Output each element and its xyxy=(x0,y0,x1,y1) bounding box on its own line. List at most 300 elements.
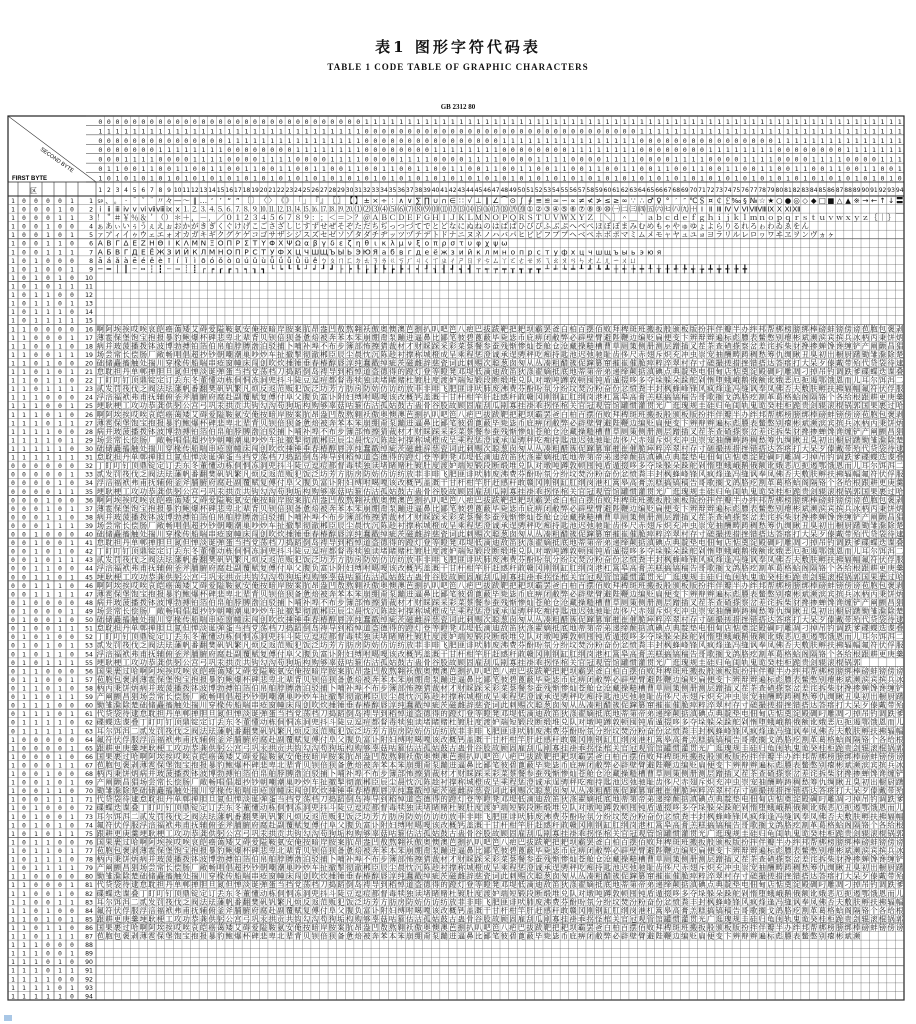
code-cell: 创 xyxy=(260,530,267,539)
code-cell: 淡 xyxy=(200,538,208,547)
row-bit: 0 xyxy=(58,566,62,573)
row-bit: 0 xyxy=(22,318,26,325)
code-cell: 氟 xyxy=(862,384,870,393)
code-cell: 呈 xyxy=(449,350,456,359)
code-cell: 垢 xyxy=(294,487,302,496)
header-bit: 0 xyxy=(674,165,678,173)
code-cell: 冲 xyxy=(681,521,689,530)
row-bit: 0 xyxy=(11,574,15,581)
code-cell: ā xyxy=(98,256,103,265)
row-bit: 1 xyxy=(70,318,74,325)
code-cell: 报 xyxy=(157,333,164,342)
header-bit: 0 xyxy=(159,156,163,164)
code-cell: 龚 xyxy=(157,401,165,410)
code-cell: 滁 xyxy=(879,435,887,444)
code-cell: 磅 xyxy=(819,324,827,333)
code-cell: 蚌 xyxy=(827,581,835,590)
code-cell: 贯 xyxy=(647,572,655,581)
code-cell: 慈 xyxy=(432,358,440,367)
code-cell: 办 xyxy=(741,324,749,333)
code-cell: 废 xyxy=(492,555,500,564)
code-cell: 鼻 xyxy=(423,589,431,598)
code-cell: 帝 xyxy=(595,538,603,547)
code-cell: ┺ xyxy=(597,264,602,273)
code-cell: 宫 xyxy=(191,487,199,496)
code-cell: 府 xyxy=(208,564,216,573)
code-cell: 断 xyxy=(492,376,500,385)
code-cell: 充 xyxy=(673,521,681,530)
code-cell: 焙 xyxy=(311,504,319,513)
code-cell: 忿 xyxy=(621,384,629,393)
code-cell: 蔼 xyxy=(174,581,182,590)
code-cell: ご xyxy=(260,222,267,231)
code-cell: 渡 xyxy=(440,461,448,470)
row-bit: 0 xyxy=(58,232,62,239)
code-cell: 赣 xyxy=(526,478,534,487)
code-cell: ┶ xyxy=(561,264,567,273)
row-bit: 1 xyxy=(58,249,62,256)
code-cell: 辨 xyxy=(690,504,698,513)
code-cell: 槽 xyxy=(595,427,603,436)
header-bit: 1 xyxy=(253,165,257,173)
code-cell: 倍 xyxy=(277,418,285,427)
code-cell: 磁 xyxy=(406,530,414,539)
code-cell: ㄗ xyxy=(475,256,482,265)
code-cell: 讹 xyxy=(767,376,775,385)
header-bit: 0 xyxy=(253,118,257,126)
code-cell: 操 xyxy=(578,427,586,436)
code-cell: 蹦 xyxy=(397,333,405,342)
code-cell: 呈 xyxy=(449,435,456,444)
header-bit: 0 xyxy=(786,156,790,164)
code-cell: 查 xyxy=(715,512,723,521)
code-cell: 敖 xyxy=(337,495,345,504)
header-bit: 1 xyxy=(631,165,635,173)
code-cell: 半 xyxy=(733,495,741,504)
code-cell: 腹 xyxy=(303,564,311,573)
code-cell: 淳 xyxy=(346,530,354,539)
code-cell: 爹 xyxy=(853,453,861,462)
header-bit: 0 xyxy=(511,165,515,173)
header-bit: 1 xyxy=(700,165,704,173)
code-cell: “ xyxy=(227,196,231,205)
code-cell: 醋 xyxy=(561,530,569,539)
code-cell: 丢 xyxy=(174,376,182,385)
header-bit: 0 xyxy=(442,137,446,145)
header-bit: 0 xyxy=(666,137,670,145)
code-cell: 臂 xyxy=(595,333,603,342)
code-cell: 俄 xyxy=(750,376,758,385)
code-cell: ニ xyxy=(458,230,465,239)
header-bit: 1 xyxy=(279,137,283,145)
code-cell: 鄂 xyxy=(819,461,827,470)
code-cell: 孵 xyxy=(819,555,827,564)
header-bit: 1 xyxy=(485,118,489,126)
code-cell: 掇 xyxy=(621,547,629,556)
code-cell: 浮 xyxy=(97,564,105,573)
header-bit: 1 xyxy=(889,175,893,183)
code-cell: 安 xyxy=(243,324,251,333)
code-cell: 镀 xyxy=(415,461,423,470)
code-cell: 滨 xyxy=(819,418,827,427)
code-cell: 褒 xyxy=(887,410,895,419)
code-cell: 奉 xyxy=(758,555,766,564)
code-cell: 彩 xyxy=(449,512,457,521)
code-cell: 财 xyxy=(415,341,423,350)
row-number: 34 xyxy=(85,480,93,487)
header-bit: 1 xyxy=(726,127,730,135)
code-cell: 蓖 xyxy=(475,504,483,513)
column-number: 74 xyxy=(724,187,732,194)
code-cell: к xyxy=(476,247,481,256)
code-cell: 被 xyxy=(320,589,328,598)
code-cell: 哈 xyxy=(896,572,904,581)
code-cell: 秉 xyxy=(879,589,887,598)
code-cell: 辐 xyxy=(844,555,852,564)
header-bit: 1 xyxy=(459,146,463,154)
code-cell: 箔 xyxy=(200,341,208,350)
code-cell: 迭 xyxy=(879,538,887,547)
code-cell: 镀 xyxy=(415,376,423,385)
header-bit: 1 xyxy=(803,165,807,173)
code-cell: 扒 xyxy=(423,581,431,590)
code-cell: ぜ xyxy=(329,222,337,231)
code-cell: 膀 xyxy=(793,324,801,333)
code-cell: ⑴ xyxy=(354,205,362,214)
header-bit: 0 xyxy=(124,118,128,126)
code-cell: 釜 xyxy=(174,393,182,402)
code-cell: 淬 xyxy=(664,358,672,367)
code-cell: 共 xyxy=(243,487,251,496)
code-cell: 苞 xyxy=(862,410,870,419)
code-cell: 蝉 xyxy=(819,427,827,436)
code-cell: 寸 xyxy=(698,530,706,539)
code-cell: 边 xyxy=(630,589,638,598)
code-cell: ４ xyxy=(260,213,267,222)
code-cell: 斥 xyxy=(655,435,663,444)
code-cell: 春 xyxy=(311,358,319,367)
code-cell: 矗 xyxy=(114,358,122,367)
row-bit: 1 xyxy=(22,343,26,350)
row-bit: 1 xyxy=(34,549,38,556)
row-bit: 1 xyxy=(70,557,74,564)
code-cell: 更 xyxy=(879,564,887,573)
code-cell: 殆 xyxy=(853,444,861,453)
row-bit: 0 xyxy=(11,463,15,470)
code-cell: 惫 xyxy=(303,418,311,427)
header-bit: 0 xyxy=(777,175,781,183)
row-bit: 0 xyxy=(22,532,26,539)
code-cell: Ξ xyxy=(210,239,215,248)
code-cell: 薄 xyxy=(97,589,105,598)
code-cell: 耻 xyxy=(604,350,612,359)
header-bit: 1 xyxy=(141,156,145,164)
code-cell: ま xyxy=(621,222,628,231)
code-cell: 爱 xyxy=(208,410,216,419)
header-bit: 0 xyxy=(210,137,214,145)
code-cell: 氮 xyxy=(174,453,182,462)
code-cell: 偿 xyxy=(131,350,139,359)
code-cell: 裹 xyxy=(879,487,887,496)
code-cell: 绰 xyxy=(380,444,388,453)
header-bit: 0 xyxy=(777,165,781,173)
header-bit: 0 xyxy=(391,137,395,145)
code-cell: 插 xyxy=(681,427,689,436)
code-cell: 棒 xyxy=(810,581,818,590)
code-cell: 丙 xyxy=(870,589,878,598)
code-cell: 仇 xyxy=(776,435,784,444)
code-cell: 嘎 xyxy=(380,393,388,402)
row-bit: 1 xyxy=(11,403,15,410)
code-cell: パ xyxy=(509,230,516,239)
code-cell: 策 xyxy=(630,512,638,521)
code-cell: 冰 xyxy=(853,589,861,598)
code-cell: 房 xyxy=(354,470,361,479)
code-cell: 盾 xyxy=(604,461,612,470)
code-cell: ‰ xyxy=(731,196,741,205)
code-cell: 册 xyxy=(647,512,655,521)
code-cell: 粹 xyxy=(655,530,663,539)
code-cell: 栋 xyxy=(226,461,234,470)
header-bit: 1 xyxy=(563,118,567,126)
code-cell: 敷 xyxy=(801,384,809,393)
code-cell: 裁 xyxy=(389,341,397,350)
code-cell: 否 xyxy=(784,470,792,479)
code-cell: こ xyxy=(251,222,258,231)
code-cell: ぷ xyxy=(561,222,568,231)
column-number: 79 xyxy=(767,187,775,194)
code-cell: 部 xyxy=(354,341,362,350)
code-cell: は xyxy=(492,222,499,231)
code-cell: 房 xyxy=(354,384,361,393)
code-cell: 陛 xyxy=(612,504,620,513)
code-cell: 箍 xyxy=(354,401,362,410)
code-cell: 尺 xyxy=(630,435,638,444)
row-number: 12 xyxy=(85,292,93,299)
code-cell: 蔼 xyxy=(174,410,182,419)
code-cell: 待 xyxy=(887,530,895,539)
code-cell: 啊 xyxy=(97,495,105,504)
code-cell: 讣 xyxy=(329,564,337,573)
code-cell: 敝 xyxy=(552,504,560,513)
code-cell: 迟 xyxy=(578,435,586,444)
code-cell: 低 xyxy=(475,367,483,376)
code-cell: ㄈ xyxy=(346,256,353,265)
code-cell: 保 xyxy=(114,418,122,427)
code-cell: ш xyxy=(595,247,602,256)
code-cell: 断 xyxy=(492,547,500,556)
code-cell: 持 xyxy=(552,521,560,530)
row-number: 23 xyxy=(85,386,93,393)
header-bit: 1 xyxy=(382,118,386,126)
code-cell: 察 xyxy=(741,512,749,521)
code-cell: 富 xyxy=(320,478,328,487)
code-cell: 歌 xyxy=(707,564,715,573)
code-cell: 抄 xyxy=(200,521,208,530)
code-cell: 带 xyxy=(844,530,852,539)
code-cell: Ц xyxy=(295,247,301,256)
code-cell: 耽 xyxy=(105,453,113,462)
code-cell: 饵 xyxy=(879,547,887,556)
code-cell: 扁 xyxy=(655,418,662,427)
code-cell: 腐 xyxy=(217,478,225,487)
code-cell: 胆 xyxy=(157,453,165,462)
header-bit: 1 xyxy=(313,146,317,154)
code-cell: 卑 xyxy=(226,589,234,598)
code-cell: Ё xyxy=(150,247,155,256)
code-cell: 挡 xyxy=(243,538,251,547)
code-cell: 雌 xyxy=(415,530,423,539)
code-cell: 敦 xyxy=(569,547,577,556)
row-bit: 0 xyxy=(58,369,62,376)
code-cell: 购 xyxy=(311,487,319,496)
code-cell: 逮 xyxy=(896,358,904,367)
code-cell: 堵 xyxy=(380,461,388,470)
code-cell: 背 xyxy=(251,504,258,513)
code-cell: 板 xyxy=(681,410,689,419)
code-cell: ㄍ xyxy=(389,256,396,265)
code-cell: 扯 xyxy=(277,350,285,359)
code-cell: 舱 xyxy=(544,341,552,350)
code-cell: 佃 xyxy=(707,538,714,547)
row-bit: 1 xyxy=(22,455,26,462)
column-number: 61 xyxy=(612,187,620,194)
header-bit: 0 xyxy=(863,156,867,164)
row-number: 6 xyxy=(89,241,93,248)
code-cell: 羹 xyxy=(896,564,904,573)
header-bit: 1 xyxy=(279,156,283,164)
code-cell: 地 xyxy=(569,453,577,462)
code-cell: 赋 xyxy=(251,478,259,487)
code-cell: 公 xyxy=(183,487,191,496)
code-cell: 父 xyxy=(294,393,302,402)
row-bit: 1 xyxy=(46,446,50,453)
header-bit: 1 xyxy=(666,118,670,126)
code-cell: 豺 xyxy=(793,427,801,436)
code-cell: 并 xyxy=(105,512,113,521)
row-bit: 0 xyxy=(58,266,62,273)
code-cell: 骨 xyxy=(423,487,431,496)
code-cell: Φ xyxy=(269,239,275,248)
code-cell: 恫 xyxy=(243,461,251,470)
code-cell: 登 xyxy=(423,367,431,376)
code-cell: 滴 xyxy=(483,538,491,547)
code-cell: 戈 xyxy=(724,393,732,402)
code-cell: 遏 xyxy=(810,461,818,470)
code-cell: 撮 xyxy=(715,358,723,367)
code-cell: ィ xyxy=(114,230,121,239)
header-bit: 0 xyxy=(116,146,120,154)
code-cell: 缚 xyxy=(354,564,362,573)
header-bit: 0 xyxy=(159,175,163,183)
code-cell: 待 xyxy=(887,358,895,367)
header-bit: 1 xyxy=(322,137,326,145)
code-cell: 饱 xyxy=(131,504,139,513)
code-cell: 哈 xyxy=(896,487,904,496)
code-cell: 本 xyxy=(346,333,354,342)
code-cell: 耽 xyxy=(105,367,113,376)
header-bit: 0 xyxy=(365,165,369,173)
code-cell: 沉 xyxy=(372,521,380,530)
code-cell: 风 xyxy=(698,470,706,479)
header-bit: 1 xyxy=(683,156,687,164)
code-cell: 丁 xyxy=(97,547,105,556)
header-bit: 1 xyxy=(262,156,266,164)
code-cell: 耙 xyxy=(518,324,526,333)
code-cell: 暴 xyxy=(165,589,173,598)
code-cell: 翱 xyxy=(354,495,362,504)
code-cell: 奔 xyxy=(329,418,337,427)
code-cell: 辨 xyxy=(690,333,698,342)
code-cell: ね xyxy=(475,222,483,231)
code-cell: 筹 xyxy=(767,521,775,530)
code-cell: 富 xyxy=(320,564,328,573)
code-cell: ル xyxy=(733,230,741,239)
code-cell: 病 xyxy=(97,427,105,436)
code-cell: 氛 xyxy=(544,470,552,479)
code-cell: 稿 xyxy=(681,478,689,487)
code-cell: 卞 xyxy=(681,333,689,342)
code-cell: 叉 xyxy=(690,427,698,436)
code-cell: 唇 xyxy=(337,358,345,367)
code-cell: 班 xyxy=(638,581,646,590)
column-number: 22 xyxy=(277,187,285,194)
code-cell: 措 xyxy=(733,444,741,453)
code-cell: 菠 xyxy=(122,512,130,521)
header-bit: 1 xyxy=(391,175,395,183)
code-cell: 猖 xyxy=(896,427,904,436)
row-bit: 1 xyxy=(70,335,74,342)
code-cell: ￠ xyxy=(715,196,722,205)
code-cell: 拜 xyxy=(612,495,620,504)
code-cell: 诞 xyxy=(208,453,216,462)
header-bit: 0 xyxy=(305,165,309,173)
code-cell: 刀 xyxy=(277,453,284,462)
code-cell: 焚 xyxy=(578,470,586,479)
code-cell: 俺 xyxy=(251,581,259,590)
code-cell: 贡 xyxy=(234,401,242,410)
code-cell: 瘩 xyxy=(784,358,792,367)
code-cell: 耻 xyxy=(604,435,612,444)
code-cell: 澳 xyxy=(397,410,405,419)
row-bit: 1 xyxy=(58,557,62,564)
header-bit: 0 xyxy=(356,118,360,126)
code-cell: 对 xyxy=(535,547,543,556)
code-cell: ∥ xyxy=(485,196,489,205)
code-cell: 飞 xyxy=(440,555,448,564)
header-bit: 0 xyxy=(468,165,472,173)
row-bit: 1 xyxy=(11,224,15,231)
code-cell: 烦 xyxy=(251,470,259,479)
code-cell: ぼ xyxy=(604,222,612,231)
code-cell: 报 xyxy=(157,418,164,427)
code-cell: 凋 xyxy=(793,453,801,462)
code-cell: 步 xyxy=(337,427,345,436)
code-cell: 百 xyxy=(578,495,585,504)
code-cell: 寡 xyxy=(509,401,517,410)
code-cell: 沽 xyxy=(372,487,380,496)
code-cell: ㈨ xyxy=(681,205,689,214)
code-cell: 彼 xyxy=(458,333,466,342)
code-cell: 歌 xyxy=(707,393,715,402)
code-cell: 楚 xyxy=(896,521,904,530)
code-cell: 毙 xyxy=(501,418,509,427)
code-cell: 凑 xyxy=(544,444,552,453)
code-cell: ⑵ xyxy=(363,205,371,214)
code-cell: 播 xyxy=(131,512,139,521)
header-bit: 1 xyxy=(373,118,377,126)
code-cell: 归 xyxy=(715,572,722,581)
